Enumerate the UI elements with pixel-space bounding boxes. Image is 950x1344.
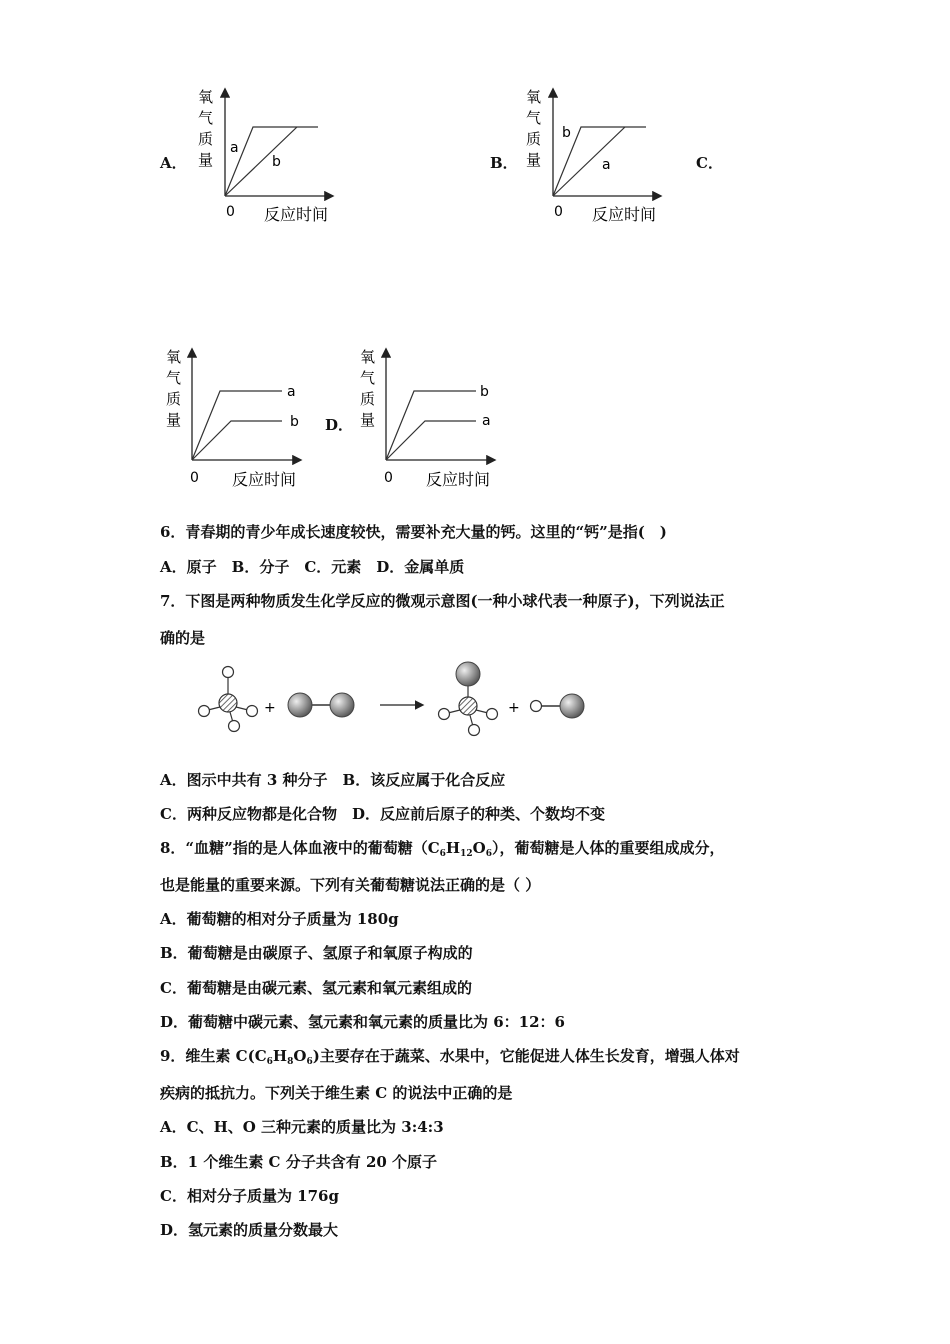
- svg-text:a: a: [287, 384, 296, 400]
- y-axis-label: [166, 348, 181, 429]
- y-axis-label: [526, 88, 541, 169]
- svg-text:b: b: [562, 125, 571, 141]
- graph-d: [354, 342, 514, 492]
- q6-stem: 6．青春期的青少年成长速度较快，需要补充大量的钙。这里的“钙”是指( ): [160, 523, 667, 541]
- graph-a: [190, 82, 350, 227]
- q9-option-c: C．相对分子质量为 176g: [160, 1187, 339, 1205]
- svg-text:b: b: [272, 154, 281, 170]
- q6-options: A．原子 B．分子 C．元素 D．金属单质: [160, 558, 465, 576]
- reaction-diagram: [190, 658, 600, 746]
- plus-sign: +: [508, 700, 520, 716]
- q7-stem-line2: 确的是: [160, 629, 206, 647]
- svg-text:0: 0: [384, 470, 393, 486]
- svg-text:氧: 氧: [166, 348, 182, 366]
- svg-text:质: 质: [360, 390, 376, 408]
- q8-option-a: A．葡萄糖的相对分子质量为 180g: [160, 910, 399, 928]
- line-b: [225, 127, 297, 196]
- svg-text:量: 量: [360, 411, 376, 429]
- q8-stem-line1: 8．“血糖”指的是人体血液中的葡萄糖$(C_6H_{12}O_6)$，葡萄糖是人体的重要组成成分，: [160, 839, 725, 859]
- svg-text:质: 质: [166, 390, 182, 408]
- svg-text:质: 质: [526, 130, 542, 148]
- svg-text:反应时间: 反应时间: [592, 205, 657, 224]
- line-b: [386, 391, 476, 460]
- svg-text:氧: 氧: [198, 88, 214, 106]
- reactant-molecule-2: [288, 693, 354, 717]
- q8-option-b: B．葡萄糖是由碳原子、氢原子和氧原子构成的: [160, 944, 473, 962]
- svg-text:a: a: [602, 157, 611, 173]
- q7-options-line2: C．两种反应物都是化合物 D．反应前后原子的种类、个数均不变: [160, 805, 605, 823]
- svg-text:反应时间: 反应时间: [232, 470, 297, 489]
- svg-text:a: a: [482, 413, 491, 429]
- y-axis-label: [198, 88, 213, 169]
- option-a-label: A．: [160, 154, 187, 172]
- reactant-molecule-1: [199, 667, 258, 732]
- q9-option-d: D．氢元素的质量分数最大: [160, 1221, 339, 1239]
- q7-options-line1: A．图示中共有 3 种分子 B．该反应属于化合反应: [160, 771, 506, 789]
- graph-b: [518, 82, 678, 227]
- option-c-label: C．: [696, 154, 723, 172]
- line-a: [192, 391, 282, 460]
- svg-text:反应时间: 反应时间: [264, 205, 329, 224]
- svg-text:气: 气: [166, 369, 182, 387]
- svg-text:气: 气: [526, 109, 542, 127]
- graph-c: [160, 342, 320, 492]
- svg-text:氧: 氧: [526, 88, 542, 106]
- option-d-label: D．: [325, 416, 354, 434]
- q9-option-b: B．1 个维生素 C 分子共含有 20 个原子: [160, 1153, 438, 1171]
- svg-text:气: 气: [360, 369, 376, 387]
- svg-text:反应时间: 反应时间: [426, 470, 491, 489]
- q9-option-a: A．C、H、O 三种元素的质量比为 3:4:3: [160, 1118, 444, 1136]
- q9-stem-line2: 疾病的抵抗力。下列关于维生素 C 的说法中正确的是: [160, 1084, 513, 1102]
- svg-text:a: a: [230, 140, 239, 156]
- option-b-label: B．: [490, 154, 518, 172]
- svg-text:氧: 氧: [360, 348, 376, 366]
- product-molecule-2: [531, 694, 585, 718]
- y-axis-label: [360, 348, 375, 429]
- svg-text:量: 量: [166, 411, 182, 429]
- svg-text:量: 量: [526, 151, 542, 169]
- svg-text:质: 质: [198, 130, 214, 148]
- q7-stem-line1: 7．下图是两种物质发生化学反应的微观示意图(一种小球代表一种原子)，下列说法正: [160, 592, 725, 610]
- q9-stem-line1: 9．维生素 $C(C_6H_8O_6)$主要存在于蔬菜、水果中，它能促进人体生长发育，增强人体对: [160, 1047, 740, 1067]
- svg-text:0: 0: [226, 204, 235, 220]
- svg-text:0: 0: [554, 204, 563, 220]
- q8-option-d: D．葡萄糖中碳元素、氢元素和氧元素的质量比为 6：12：6: [160, 1013, 565, 1031]
- svg-text:量: 量: [198, 151, 214, 169]
- product-molecule-1: [439, 662, 498, 736]
- q8-option-c: C．葡萄糖是由碳元素、氢元素和氧元素组成的: [160, 979, 472, 997]
- q8-stem-line2: 也是能量的重要来源。下列有关葡萄糖说法正确的是（ ）: [160, 876, 541, 894]
- svg-text:0: 0: [190, 470, 199, 486]
- svg-text:b: b: [480, 384, 489, 400]
- svg-text:气: 气: [198, 109, 214, 127]
- plus-sign: +: [264, 700, 276, 716]
- svg-text:b: b: [290, 414, 299, 430]
